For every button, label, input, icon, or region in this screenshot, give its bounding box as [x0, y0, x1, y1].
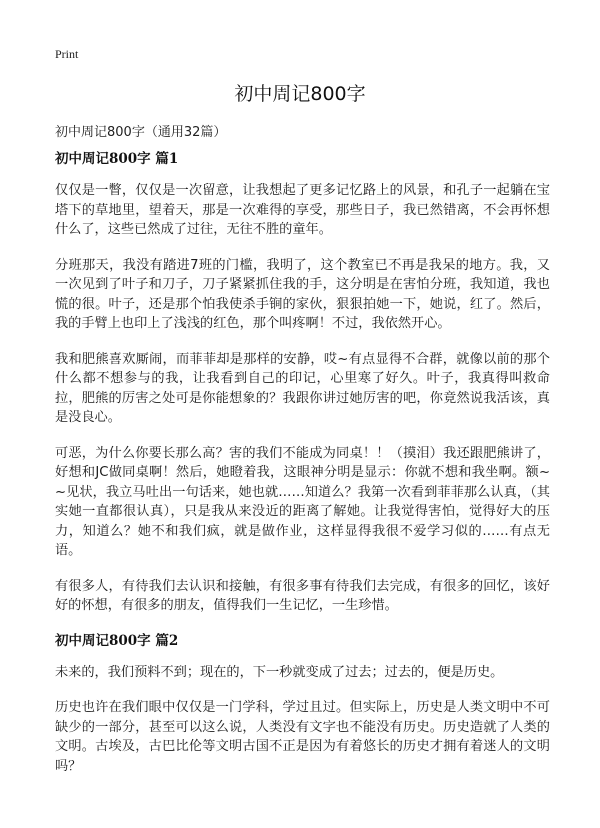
paragraph: 未来的，我们预料不到；现在的，下一秒就变成了过去；过去的，便是历史。 [55, 664, 504, 680]
paragraph: 历史也许在我们眼中仅仅是一门学科，学过且过。但实际上，历史是人类文明中不可缺少的一部分，甚至可以这么说，人类没有文字也不能没有历史。历史造就了人类的文明。古埃及，古巴比伦等文明古国不正是因为有着悠长的历史才拥有着迷人的文明吗？ [55, 700, 550, 774]
section-heading: 初中周记800字 篇1 [55, 151, 179, 167]
article-body [55, 150, 550, 792]
document-subtitle: 初中周记800字（通用32篇） [55, 125, 227, 140]
paragraph: 仅仅是一瞥，仅仅是一次留意，让我想起了更多记忆路上的风景，和孔子一起躺在宝塔下的草地里，望着天，那是一次难得的享受，那些日子，我已然错离，不会再怀想什么了，这些已然成了过往，无往不胜的童年。 [55, 183, 550, 237]
paragraph: 有很多人，有待我们去认识和接触，有很多事有待我们去完成，有很多的回忆，该好好的怀想，有很多的朋友，值得我们一生记忆，一生珍惜。 [55, 578, 550, 613]
section-1 [55, 150, 550, 616]
print-link[interactable]: Print [55, 47, 79, 61]
paragraph: 我和肥熊喜欢厮闹，而菲菲却是那样的安静，哎~有点显得不合群，就像以前的那个什么都不想参与的我，让我看到自己的印记，心里寒了好久。叶子，我真得叫救命拉，肥熊的厉害之处可是你能想象的？我跟你讲过她厉害的吧，你竟然说我活该，真是没良心。 [55, 351, 550, 425]
section-2 [55, 632, 550, 777]
paragraph: 分班那天，我没有踏进7班的门槛，我明了，这个教室已不再是我呆的地方。我，又一次见到了叶子和刀子，刀子紧紧抓住我的手，这分明是在害怕分班，我知道，我也慌的很。叶子，还是那个怕我使杀手锏的家伙，狠狠拍她一下，她说，红了。然后，我的手臂上也印上了浅浅的红色，那个叫疼啊！不过，我依然开心。 [55, 257, 550, 331]
page-title: 初中周记800字 [234, 83, 366, 105]
section-heading: 初中周记800字 篇2 [55, 632, 179, 649]
paragraph: 可恶，为什么你要长那么高？害的我们不能成为同桌！！（摸泪）我还跟肥熊讲了，好想和JC做同桌啊！然后，她瞪着我，这眼神分明是显示：你就不想和我坐啊。额~~见状，我立马吐出一句话来，她也就……知道么？我第一次看到菲菲那么认真，（其实她一直都很认真），只是我从来没近的距离了解她。让我觉得害怕，觉得好大的压力，知道么？她不和我们疯，就是做作业，这样显得我很不爱学习似的……有点无语。 [55, 445, 550, 558]
